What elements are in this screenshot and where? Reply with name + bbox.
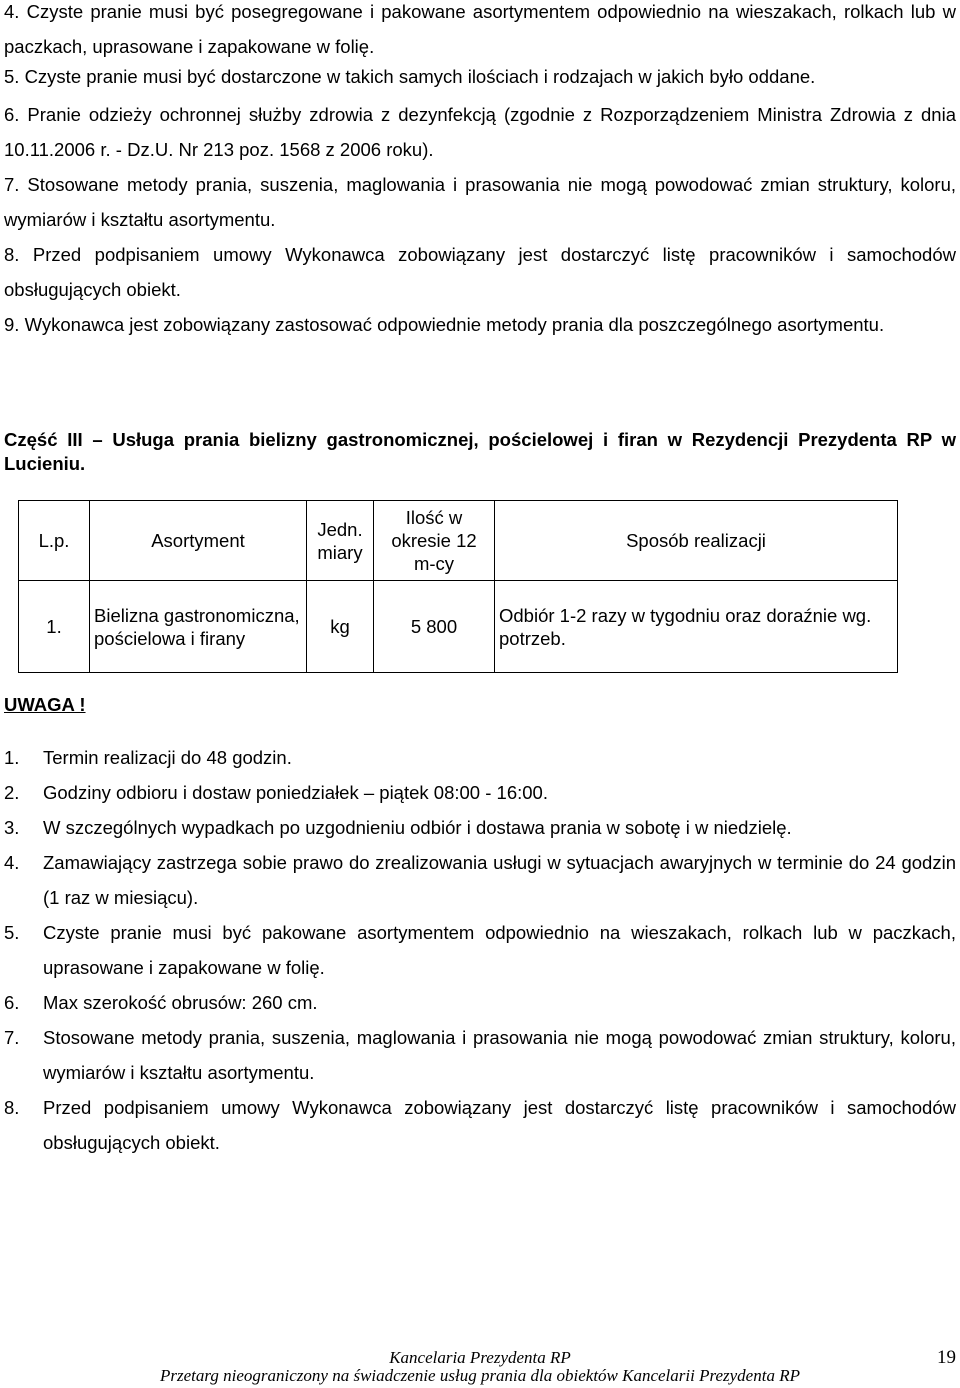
cell-lp: 1. [19, 581, 90, 673]
paragraph-8: 8. Przed podpisaniem umowy Wykonawca zobowiązany jest dostarczyć listę pracowników i samochodów obsługujących obiekt. [4, 244, 956, 300]
paragraph-9: 9. Wykonawca jest zobowiązany zastosować odpowiednie metody prania dla poszczególnego asortymentu. [4, 314, 885, 335]
header-sposob: Sposób realizacji [495, 501, 898, 581]
list-item [4, 1020, 956, 1090]
table-row [19, 581, 898, 673]
list-item-text: Max szerokość obrusów: 260 cm. [43, 992, 318, 1013]
paragraph-7: 7. Stosowane metody prania, suszenia, maglowania i prasowania nie mogą powodować zmian struktury, koloru, wymiarów i kształtu asortymentu. [4, 174, 956, 230]
list-item-text: W szczególnych wypadkach po uzgodnieniu odbiór i dostawa prania w sobotę i w niedzielę. [43, 817, 792, 838]
table-header-row [19, 501, 898, 581]
list-item [4, 740, 956, 775]
cell-sposob: Odbiór 1-2 razy w tygodniu oraz doraźnie wg. potrzeb. [495, 581, 898, 673]
paragraph-6: 6. Pranie odzieży ochronnej służby zdrowia z dezynfekcją (zgodnie z Rozporządzeniem Ministra Zdrowia z dnia 10.11.2006 r. - Dz.U. Nr 213 poz. 1568 z 2006 roku). [4, 104, 956, 160]
uwaga-label: UWAGA ! [4, 694, 86, 715]
list-item-text: Termin realizacji do 48 godzin. [43, 747, 292, 768]
list-item [4, 985, 956, 1020]
header-jedn: Jedn. miary [307, 501, 374, 581]
cell-ilosc: 5 800 [374, 581, 495, 673]
list-item [4, 810, 956, 845]
list-item-text: Zamawiający zastrzega sobie prawo do zrealizowania usługi w sytuacjach awaryjnych w terminie do 24 godzin (1 raz w miesiącu). [43, 852, 956, 908]
list-item-number: 7. [4, 1027, 20, 1048]
list-item-text: Czyste pranie musi być pakowane asortymentem odpowiednio na wieszakach, rolkach lub w paczkach, uprasowane i zapakowane w folię. [43, 922, 956, 978]
list-item [4, 915, 956, 985]
cell-jedn: kg [307, 581, 374, 673]
list-item-number: 4. [4, 852, 20, 873]
list-item-number: 3. [4, 817, 20, 838]
paragraph-5: 5. Czyste pranie musi być dostarczone w takich samych ilościach i rodzajach w jakich było oddane. [4, 66, 816, 87]
list-item-text: Godziny odbioru i dostaw poniedziałek – piątek 08:00 - 16:00. [43, 782, 548, 803]
list-item [4, 1090, 956, 1160]
list-item-number: 5. [4, 922, 20, 943]
offer-table [18, 500, 898, 673]
notes-list [4, 740, 956, 1160]
footer-line-1: Kancelaria Prezydenta RP [389, 1348, 571, 1367]
list-item [4, 845, 956, 915]
list-item [4, 775, 956, 810]
header-asortyment: Asortyment [90, 501, 307, 581]
list-item-number: 8. [4, 1097, 20, 1118]
cell-asortyment: Bielizna gastronomiczna, pościelowa i firany [90, 581, 307, 673]
header-ilosc: Ilość w okresie 12 m-cy [374, 501, 495, 581]
list-item-number: 6. [4, 992, 20, 1013]
paragraph-4: 4. Czyste pranie musi być posegregowane i pakowane asortymentem odpowiednio na wieszakach, rolkach lub w paczkach, uprasowane i zapakowane w folię. [4, 1, 956, 57]
header-lp: L.p. [19, 501, 90, 581]
section-heading: Część III – Usługa prania bielizny gastronomicznej, pościelowej i firan w Rezydencji Prezydenta RP w Lucieniu. [4, 429, 956, 474]
footer-line-2: Przetarg nieograniczony na świadczenie usług prania dla obiektów Kancelarii Prezydenta RP [160, 1366, 800, 1385]
list-item-number: 1. [4, 747, 20, 768]
list-item-text: Przed podpisaniem umowy Wykonawca zobowiązany jest dostarczyć listę pracowników i samochodów obsługujących obiekt. [43, 1097, 956, 1153]
page-number: 19 [937, 1347, 956, 1368]
list-item-text: Stosowane metody prania, suszenia, maglowania i prasowania nie mogą powodować zmian struktury, koloru, wymiarów i kształtu asortymentu. [43, 1027, 956, 1083]
list-item-number: 2. [4, 782, 20, 803]
